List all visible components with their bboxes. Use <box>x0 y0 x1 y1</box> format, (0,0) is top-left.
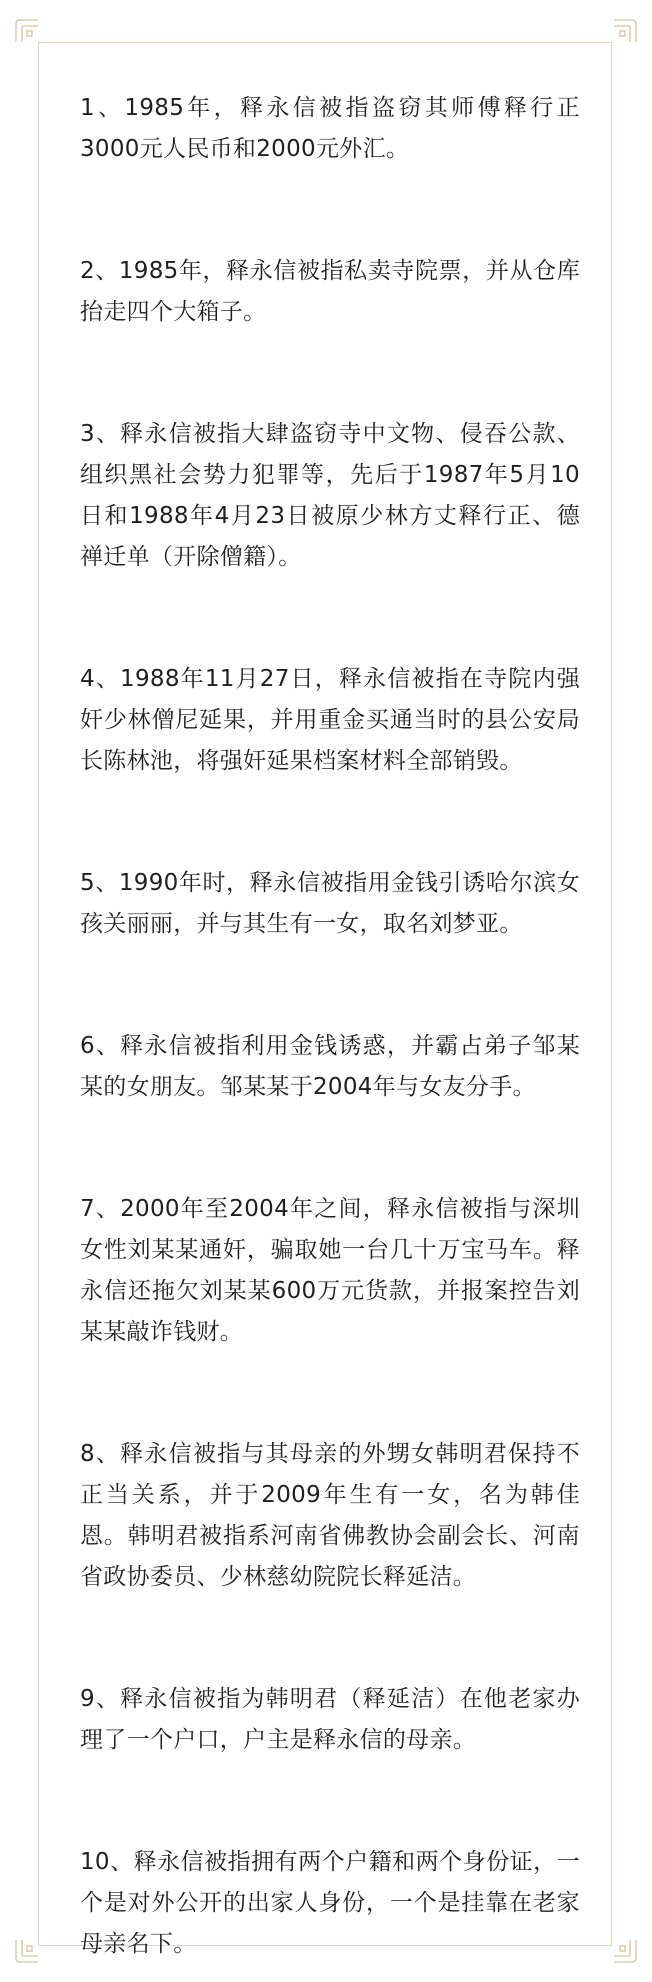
list-item: 3、释永信被指大肆盗窃寺中文物、侵吞公款、组织黑社会势力犯罪等，先后于1987年5月10日和1988年4月23日被原少林方丈释行正、德禅迁单（开除僧籍）。 <box>80 421 580 570</box>
list-item: 4、1988年11月27日，释永信被指在寺院内强奸少林僧尼延果，并用重金买通当时的县公安局长陈林池，将强奸延果档案材料全部销毁。 <box>80 666 580 774</box>
list-item: 7、2000年至2004年之间，释永信被指与深圳女性刘某某通奸，骗取她一台几十万宝马车。释永信还拖欠刘某某600万元货款，并报案控告刘某某敲诈钱财。 <box>80 1196 580 1345</box>
article-body <box>80 88 580 1965</box>
list-item: 1、1985年，释永信被指盗窃其师傅释行正3000元人民币和2000元外汇。 <box>80 95 580 162</box>
corner-ornament-icon <box>612 1938 638 1964</box>
corner-ornament-icon <box>14 18 40 44</box>
list-item: 5、1990年时，释永信被指用金钱引诱哈尔滨女孩关丽丽，并与其生有一女，取名刘梦亚。 <box>80 870 580 937</box>
list-item: 9、释永信被指为韩明君（释延洁）在他老家办理了一个户口，户主是释永信的母亲。 <box>80 1686 580 1753</box>
corner-ornament-icon <box>612 18 638 44</box>
list-item: 8、释永信被指与其母亲的外甥女韩明君保持不正当关系，并于2009年生有一女，名为韩佳恩。韩明君被指系河南省佛教协会副会长、河南省政协委员、少林慈幼院院长释延洁。 <box>80 1441 580 1590</box>
list-item: 10、释永信被指拥有两个户籍和两个身份证，一个是对外公开的出家人身份，一个是挂靠在老家母亲名下。 <box>80 1849 580 1957</box>
list-item: 2、1985年，释永信被指私卖寺院票，并从仓库抬走四个大箱子。 <box>80 258 580 325</box>
corner-ornament-icon <box>14 1938 40 1964</box>
list-item: 6、释永信被指利用金钱诱惑，并霸占弟子邹某某的女朋友。邹某某于2004年与女友分手。 <box>80 1033 580 1100</box>
